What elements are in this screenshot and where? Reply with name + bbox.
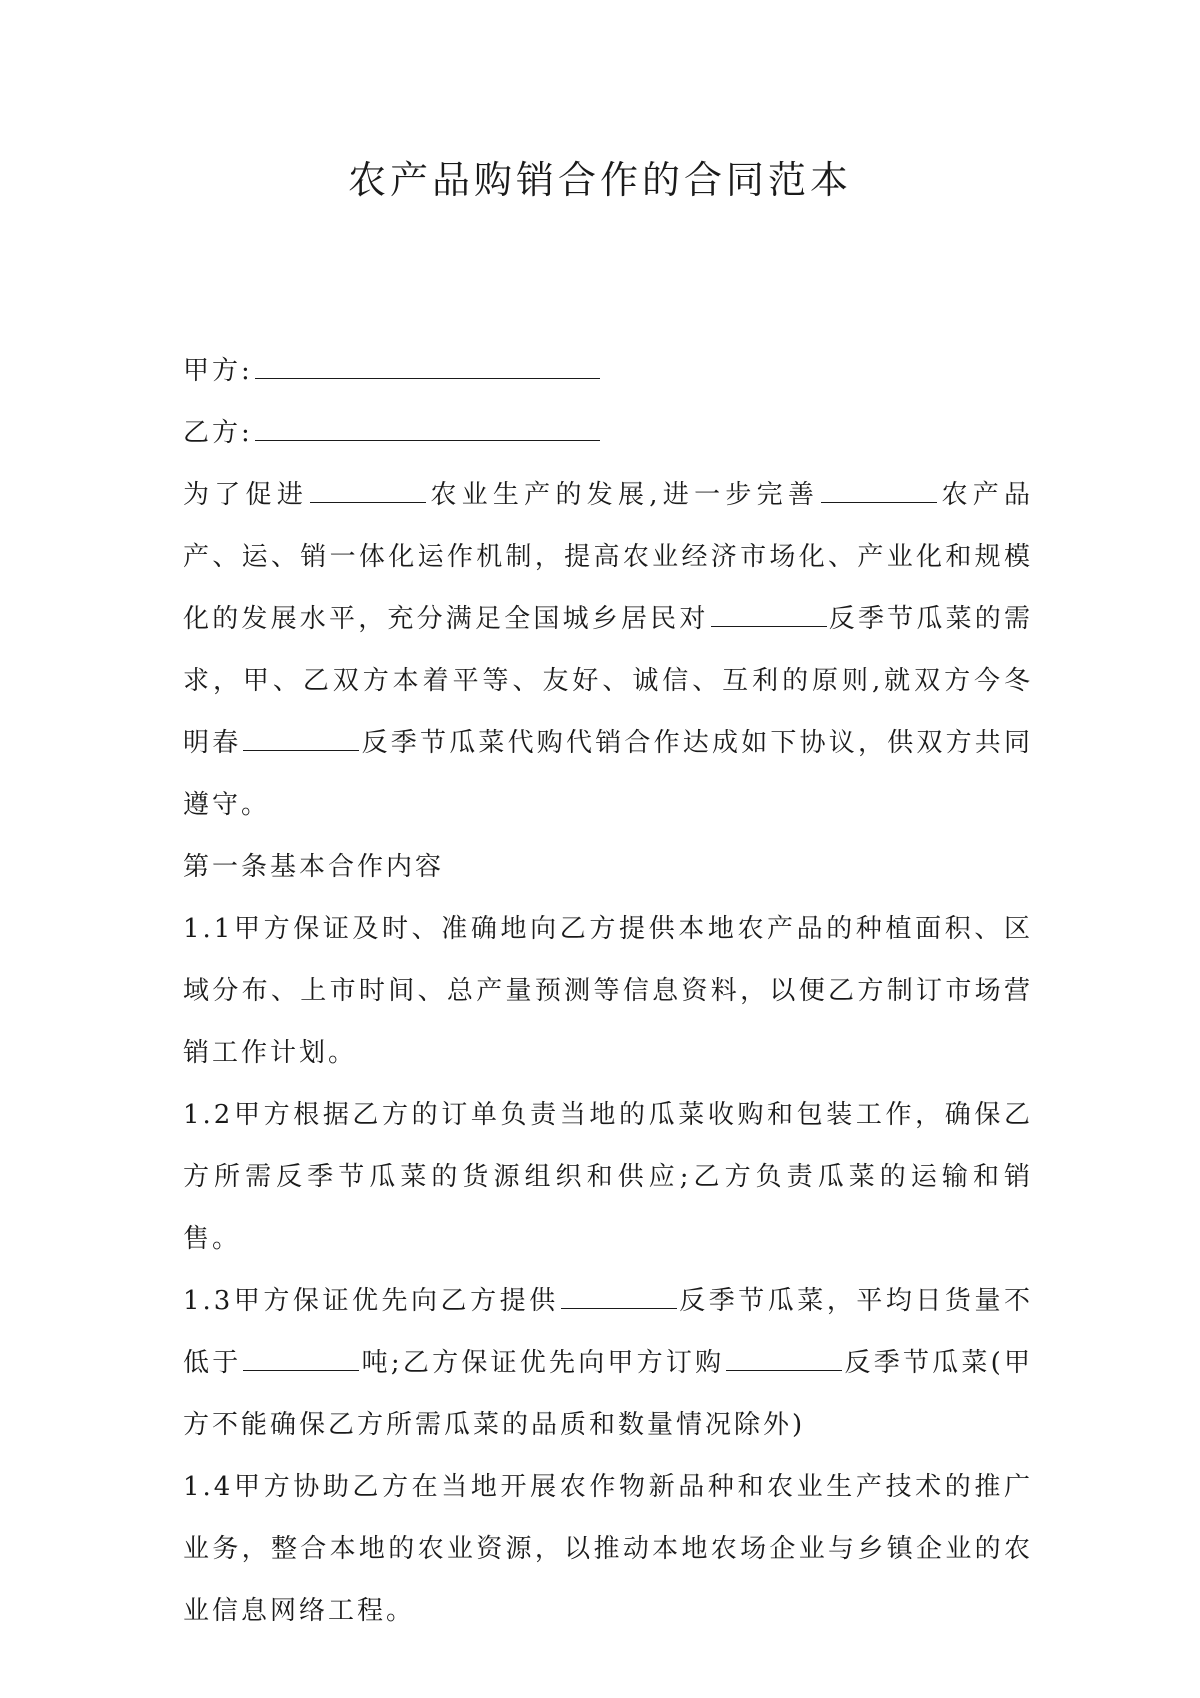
intro-text-4: 反季节瓜菜的需求，甲、乙双方本着平等、友好、诚信、互利的原则,就双方今冬明春 [183, 604, 1033, 758]
clause-1-3-blank-1 [561, 1282, 677, 1309]
intro-blank-4 [243, 724, 359, 751]
intro-text-5: 反季节瓜菜代购代销合作达成如下协议，供双方共同遵守。 [183, 728, 1033, 820]
article-1-heading: 第一条基本合作内容 [183, 852, 445, 882]
party-b-line [183, 402, 1033, 464]
document-body [183, 340, 1033, 1642]
clause-1-2: 1.2甲方根据乙方的订单负责当地的瓜菜收购和包装工作，确保乙方所需反季节瓜菜的货源组织和供应;乙方负责瓜菜的运输和销售。 [183, 1100, 1033, 1254]
clause-1-3-text-2: 反季节瓜菜，平均日货量不低于 [183, 1286, 1033, 1378]
document-title: 农产品购销合作的合同范本 [347, 158, 852, 202]
party-b-blank [255, 414, 600, 441]
party-a-blank [255, 352, 600, 379]
intro-blank-3 [711, 600, 827, 627]
intro-text-3: 农产品产、运、销一体化运作机制，提高农业经济市场化、产业化和规模化的发展水平，充分满足全国城乡居民对 [183, 480, 1033, 634]
party-b-label: 乙方: [183, 418, 253, 448]
party-a-label: 甲方: [183, 356, 253, 386]
clause-1-1: 1.1甲方保证及时、准确地向乙方提供本地农产品的种植面积、区域分布、上市时间、总产量预测等信息资料，以便乙方制订市场营销工作计划。 [183, 914, 1033, 1068]
intro-text-2: 农业生产的发展,进一步完善 [428, 480, 820, 510]
intro-paragraph [183, 464, 1033, 836]
clause-1-3-text-1: 1.3甲方保证优先向乙方提供 [183, 1286, 559, 1316]
clause-1-3-text-3: 吨;乙方保证优先向甲方订购 [361, 1348, 725, 1378]
party-a-line [183, 340, 1033, 402]
clause-1-3-text-4: 反季节瓜菜(甲方不能确保乙方所需瓜菜的品质和数量情况除外) [183, 1348, 1033, 1440]
clause-1-3-blank-3 [726, 1344, 842, 1371]
intro-blank-2 [821, 476, 937, 503]
clause-1-3 [183, 1270, 1033, 1456]
clause-1-4: 1.4甲方协助乙方在当地开展农作物新品种和农业生产技术的推广业务，整合本地的农业资源，以推动本地农场企业与乡镇企业的农业信息网络工程。 [183, 1472, 1033, 1626]
clause-1-3-blank-2 [243, 1344, 359, 1371]
intro-blank-1 [310, 476, 426, 503]
intro-text-1: 为了促进 [183, 480, 309, 510]
